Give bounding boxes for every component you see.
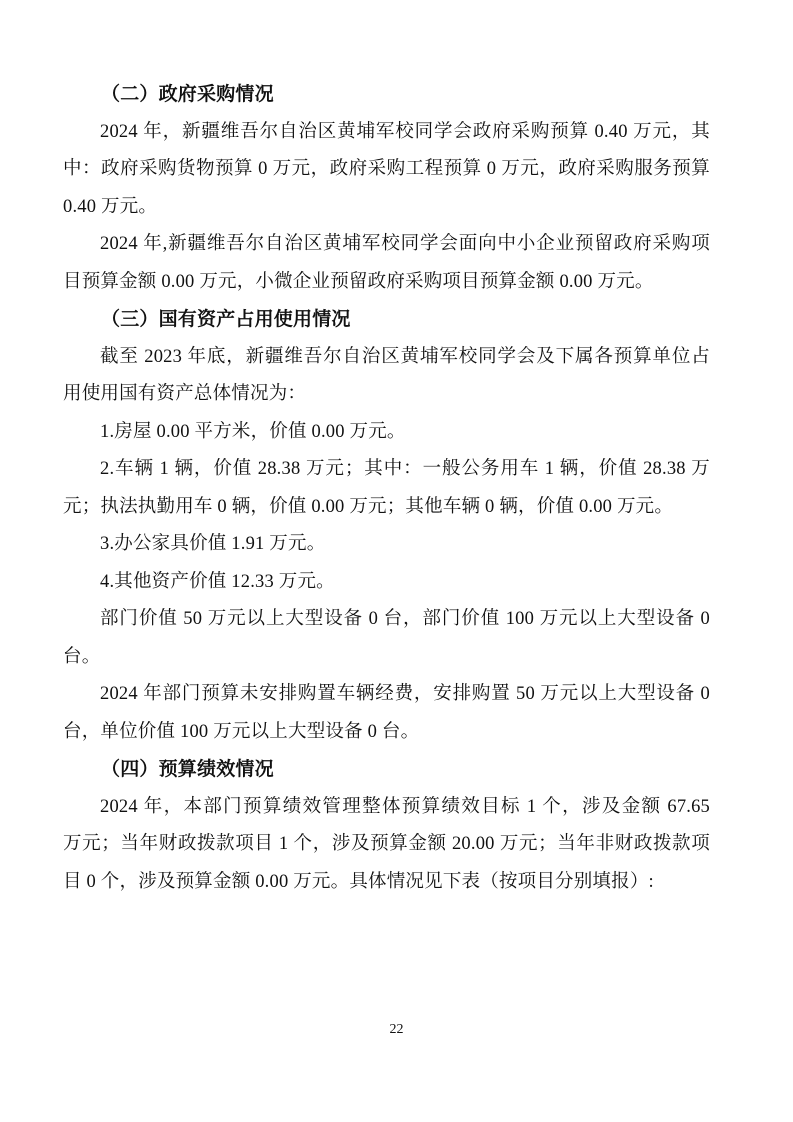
heading-government-procurement: （二）政府采购情况 [101,84,274,105]
page-number: 22 [389,1022,404,1037]
body-line-list-item-furniture: 3.办公家具价值 1.91 万元。 [100,534,326,554]
body-line: 万元；当年财政拨款项目 1 个，涉及预算金额 20.00 万元；当年非财政拨款项 [63,834,710,854]
body-line: 目预算金额 0.00 万元，小微企业预留政府采购项目预算金额 0.00 万元。 [63,271,654,292]
body-line-list-item-housing: 1.房屋 0.00 平方米，价值 0.00 万元。 [100,421,406,442]
body-line: 截至 2023 年底，新疆维吾尔自治区黄埔军校同学会及下属各预算单位占 [100,346,710,367]
body-line-list-item-vehicles: 2.车辆 1 辆，价值 28.38 万元；其中：一般公务用车 1 辆，价值 28.38 万 [100,459,710,479]
body-line: 0.40 万元。 [63,196,158,217]
body-line: 2024 年,新疆维吾尔自治区黄埔军校同学会面向中小企业预留政府采购项 [100,234,710,254]
body-line: 目 0 个，涉及预算金额 0.00 万元。具体情况见下表（按项目分别填报）: [63,871,654,892]
heading-state-assets: （三）国有资产占用使用情况 [101,309,351,330]
body-line: 2024 年，本部门预算绩效管理整体预算绩效目标 1 个，涉及金额 67.65 [100,796,710,817]
body-line: 部门价值 50 万元以上大型设备 0 台，部门价值 100 万元以上大型设备 0 [100,609,710,629]
body-line: 2024 年，新疆维吾尔自治区黄埔军校同学会政府采购预算 0.40 万元，其 [100,121,710,142]
body-line: 台，单位价值 100 万元以上大型设备 0 台。 [63,721,420,742]
body-line-list-item-other-assets: 4.其他资产价值 12.33 万元。 [100,571,335,592]
body-line: 中：政府采购货物预算 0 万元，政府采购工程预算 0 万元，政府采购服务预算 [63,159,710,179]
body-line: 台。 [63,646,101,667]
document-body [63,76,710,901]
body-line: 2024 年部门预算未安排购置车辆经费，安排购置 50 万元以上大型设备 0 [100,684,710,704]
heading-budget-performance: （四）预算绩效情况 [101,759,274,780]
body-line: 元；执法执勤用车 0 辆，价值 0.00 万元；其他车辆 0 辆，价值 0.00 万元。 [63,496,674,517]
body-line: 用使用国有资产总体情况为： [63,384,307,404]
